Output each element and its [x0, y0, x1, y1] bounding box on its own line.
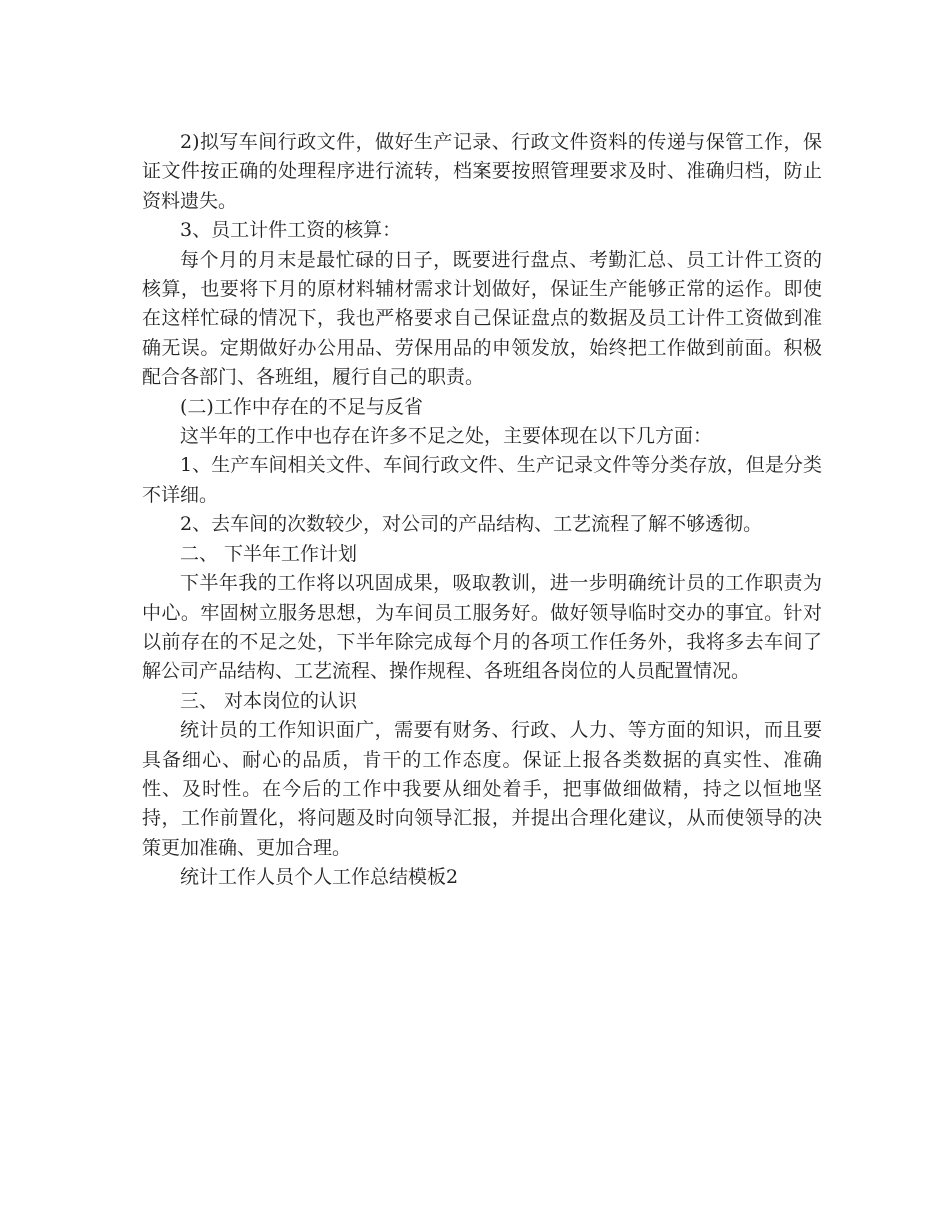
paragraph-shortcoming-1: 1、生产车间相关文件、车间行政文件、生产记录文件等分类存放，但是分类不详细。 — [142, 454, 822, 506]
paragraph-month-end-work: 每个月的月末是最忙碌的日子，既要进行盘点、考勤汇总、员工计件工资的核算，也要将下月的原材料辅材需求计划做好，保证生产能够正常的运作。即使在这样忙碌的情况下，我也严格要求自己保证盘点的数据及员工计件工资做到准确无误。定期做好办公用品、劳保用品的申领发放，始终把工作做到前面。积极配合各部门、各班组，履行自己的职责。 — [142, 248, 822, 389]
document-body — [142, 128, 822, 893]
paragraph-file-handling: 2)拟写车间行政文件，做好生产记录、行政文件资料的传递与保管工作，保证文件按正确的处理程序进行流转，档案要按照管理要求及时、准确归档，防止资料遗失。 — [142, 131, 822, 212]
paragraph-second-half-plan: 下半年我的工作将以巩固成果，吸取教训，进一步明确统计员的工作职责为中心。牢固树立服务思想，为车间员工服务好。做好领导临时交办的事宜。针对以前存在的不足之处，下半年除完成每个月的各项工作任务外，我将多去车间了解公司产品结构、工艺流程、操作规程、各班组各岗位的人员配置情况。 — [142, 572, 822, 683]
heading-template-2: 统计工作人员个人工作总结模板2 — [180, 866, 459, 889]
paragraph-shortcoming-2: 2、去车间的次数较少，对公司的产品结构、工艺流程了解不够透彻。 — [180, 513, 763, 536]
paragraph-position-understanding: 统计员的工作知识面广，需要有财务、行政、人力、等方面的知识，而且要具备细心、耐心的品质，肯干的工作态度。保证上报各类数据的真实性、准确性、及时性。在今后的工作中我要从细处着手，把事做细做精，持之以恒地坚持，工作前置化，将问题及时向领导汇报，并提出合理化建议，从而使领导的决策更加准确、更加合理。 — [142, 719, 822, 859]
heading-piecework-wage: 3、员工计件工资的核算： — [180, 219, 402, 242]
heading-position-understanding: 三、 对本岗位的认识 — [180, 689, 358, 712]
paragraph-shortcomings-intro: 这半年的工作中也存在许多不足之处，主要体现在以下几方面： — [180, 425, 713, 448]
heading-shortcomings: (二)工作中存在的不足与反省 — [180, 395, 423, 418]
heading-second-half-plan: 二、 下半年工作计划 — [180, 542, 358, 565]
